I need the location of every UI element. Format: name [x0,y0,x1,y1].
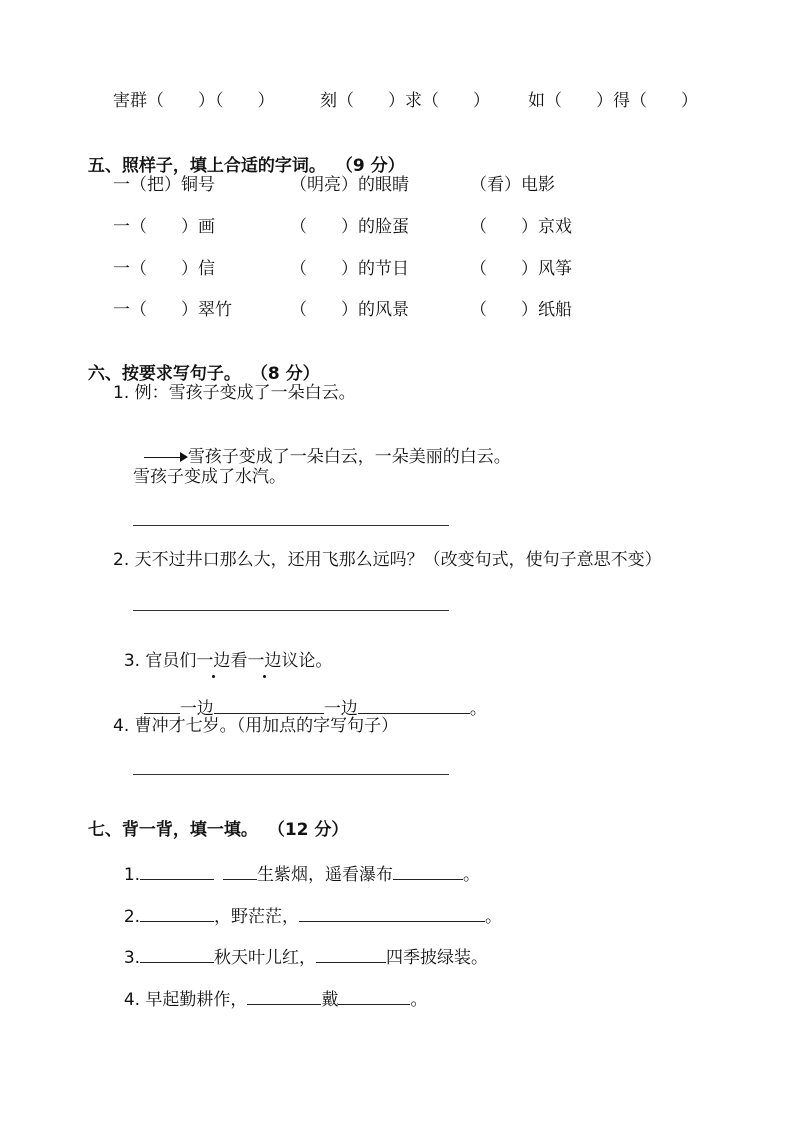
idiom-item-1: 害群（ ）（ ） [113,91,275,111]
s5-r2-c1: 一（ ）画 [113,217,215,237]
s7-l1-blank-3[interactable] [393,863,463,880]
s7-line-2 [113,883,502,928]
s5-r4-c3: （ ）纸船 [470,300,572,320]
s5-r3-c2: （ ）的节日 [290,259,409,279]
s5-r1-c1: 一（把）铜号 [113,175,215,195]
s7-l3-blank-2[interactable] [316,946,386,963]
section-6-title: 六、按要求写句子。 [87,364,241,384]
s7-l3-text-2: 四季披绿装。 [386,948,489,968]
s6-q1-prompt: 1. 例：雪孩子变成了一朵白云。 [113,383,356,403]
s6-q3-text-3: 议论。 [281,651,333,671]
section-7-heading [76,797,348,841]
s7-l4-text-2: 戴 [321,990,339,1010]
s6-q3-fill-word-1: 一边 [179,699,214,719]
s6-q3-fill-end: 。 [469,699,487,719]
s6-q3-fill-row [133,675,487,720]
s5-r4-c1: 一（ ）翠竹 [113,300,232,320]
s7-l3-blank-1[interactable] [140,946,214,963]
s6-q1-answer-line[interactable] [133,525,449,526]
section-5-points: （9 分） [335,156,405,176]
s5-r2-c3: （ ）京戏 [470,217,572,237]
s7-l4-blank-2[interactable] [338,988,410,1005]
s7-l3-text-1: 秋天叶儿红， [214,948,317,968]
section-5-heading [76,133,405,177]
s6-q3-blank-1[interactable] [144,697,180,714]
s5-r3-c1: 一（ ）信 [113,259,215,279]
section-6-points: （8 分） [250,364,320,384]
section-5-title: 五、照样子，填上合适的字词。 [87,156,326,176]
section-7-title: 七、背一背，填一填。 [87,820,258,840]
s6-q3-dotted-1: 一边 [196,651,231,671]
s5-r1-c3: （看）电影 [470,175,555,195]
s6-q2-prompt: 2. 天不过井口那么大，还用飞那么远吗？（改变句式，使句子意思不变） [113,550,662,570]
s6-q3-text-1: 3. 官员们 [123,651,197,671]
s6-q3-text-2: 看 [230,651,248,671]
section-6-heading [76,341,320,385]
idiom-item-3: 如（ ）得（ ） [528,91,698,111]
s6-q4-prompt: 4. 曹冲才七岁。（用加点的字写句子） [113,716,399,736]
s7-l1-blank-1[interactable] [140,863,214,880]
s6-q4-answer-line[interactable] [133,774,449,775]
s7-l1-text: 生紫烟，遥看瀑布 [257,865,394,885]
s7-l1-number: 1. [123,865,141,885]
s6-q3-fill-word-2: 一边 [323,699,358,719]
s7-l2-blank-1[interactable] [140,905,214,922]
s7-l2-blank-2[interactable] [299,905,485,922]
s6-q3-dotted-2: 一边 [247,651,282,671]
s5-r3-c3: （ ）风筝 [470,259,572,279]
s7-l2-end: 。 [485,907,503,927]
s6-q1-example-row [133,424,511,468]
s6-q1-example: 雪孩子变成了一朵白云，一朵美丽的白云。 [187,447,511,467]
s7-l4-text-1: 4. 早起勤耕作， [123,990,248,1010]
s7-l1-blank-2[interactable] [223,863,257,880]
arrow-right-icon [144,446,188,468]
s5-r1-c2: （明亮）的眼睛 [290,175,409,195]
s6-q3-blank-2[interactable] [214,697,324,714]
s7-line-4 [113,966,427,1011]
s6-q3-prompt [113,628,332,672]
section-7-points: （12 分） [267,820,349,840]
s7-l3-number: 3. [123,948,141,968]
s7-l2-number: 2. [123,907,141,927]
s7-line-1 [113,841,480,886]
s6-q2-answer-line[interactable] [133,610,449,611]
s6-q1-task: 雪孩子变成了水汽。 [133,467,286,487]
s6-q3-blank-3[interactable] [358,697,470,714]
s7-l2-text: ，野茫茫， [214,907,300,927]
s7-line-3 [113,924,488,969]
idiom-item-2: 刻（ ）求（ ） [320,91,490,111]
s7-l4-end: 。 [410,990,428,1010]
s7-l4-blank-1[interactable] [247,988,321,1005]
s5-r4-c2: （ ）的风景 [290,300,409,320]
s5-r2-c2: （ ）的脸蛋 [290,217,409,237]
s7-l1-end: 。 [463,865,481,885]
